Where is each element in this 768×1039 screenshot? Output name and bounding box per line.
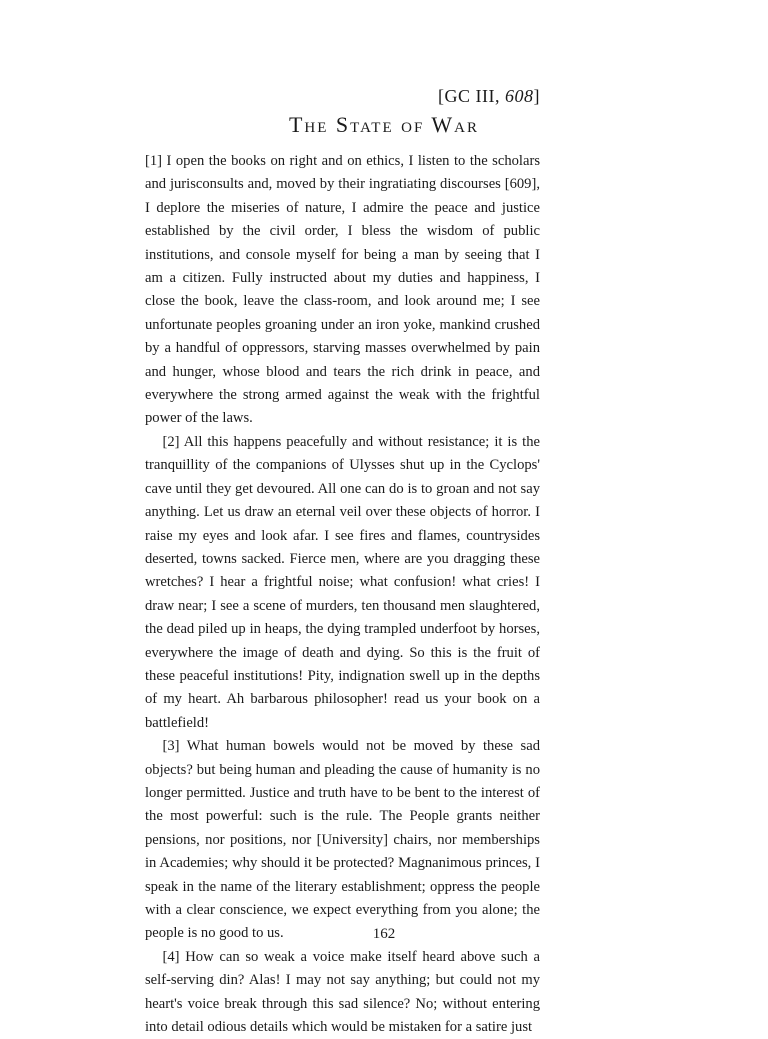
paragraph-1: [1] I open the books on right and on ethics, I listen to the scholars and jurisconsults and, moved by their ingratiating discourses [609], I deplore the miseries of nature, I admire the peace and justice established by the civil order, I bless the wisdom of public institutions, and console myself for being a man by seeing that I am a citizen. Fully instructed about my duties and happiness, I close the book, leave the class-room, and look around me; I see unfortunate peoples groaning under an iron yoke, mankind crushed by a handful of oppressors, starving masses overwhelmed by pain and hunger, whose blood and tears the rich drink in peace, and everywhere the strong armed against the weak with the frightful power of the laws. [145,153,540,427]
paragraph-2: [2] All this happens peacefully and without resistance; it is the tranquillity of the companions of Ulysses shut up in the Cyclops' cave until they get devoured. All one can do is to groan and not say anything. Let us draw an eternal veil over these objects of horror. I raise my eyes and look afar. I see fires and flames, countrysides deserted, towns sacked. Fierce men, where are you dragging these wretches? I hear a frightful noise; what confusion! what cries! I draw near; I see a scene of murders, ten thousand men slaughtered, the dead piled up in heaps, the dying trampled underfoot by horses, everywhere the image of death and dying. So this is the fruit of these peaceful institutions! Pity, indignation swell up in the depths of my heart. Ah barbarous philosopher! read us your book on a battlefield! [145,433,540,731]
page-number: 162 [372,926,396,942]
header-ref-label: [GC III, [438,86,500,106]
header-ref-close: ] [533,86,540,106]
page-title: The State of War [288,112,479,137]
header-ref-number: 608 [505,86,534,106]
paragraph-4: [4] How can so weak a voice make itself heard above such a self-serving din? Alas! I may not say anything; but could not my heart's voice break through this sad silence? No; without entering into detail odious details which would be mistaken for a satire just [145,948,540,1036]
paragraph-3: [3] What human bowels would not be moved by these sad objects? but being human and pleading the cause of humanity is no longer permitted. Justice and truth have to be bent to the interest of the most powerful: such is the rule. The People grants neither pensions, nor positions, nor [University] chairs, nor memberships in Academies; why should it be protected? Magnanimous princes, I speak in the name of the literary establishment; oppress the people with a clear conscience, we expect everything from you alone; the people is no good to us. [145,738,540,942]
running-header-reference [438,86,540,107]
body-text [145,150,540,1039]
